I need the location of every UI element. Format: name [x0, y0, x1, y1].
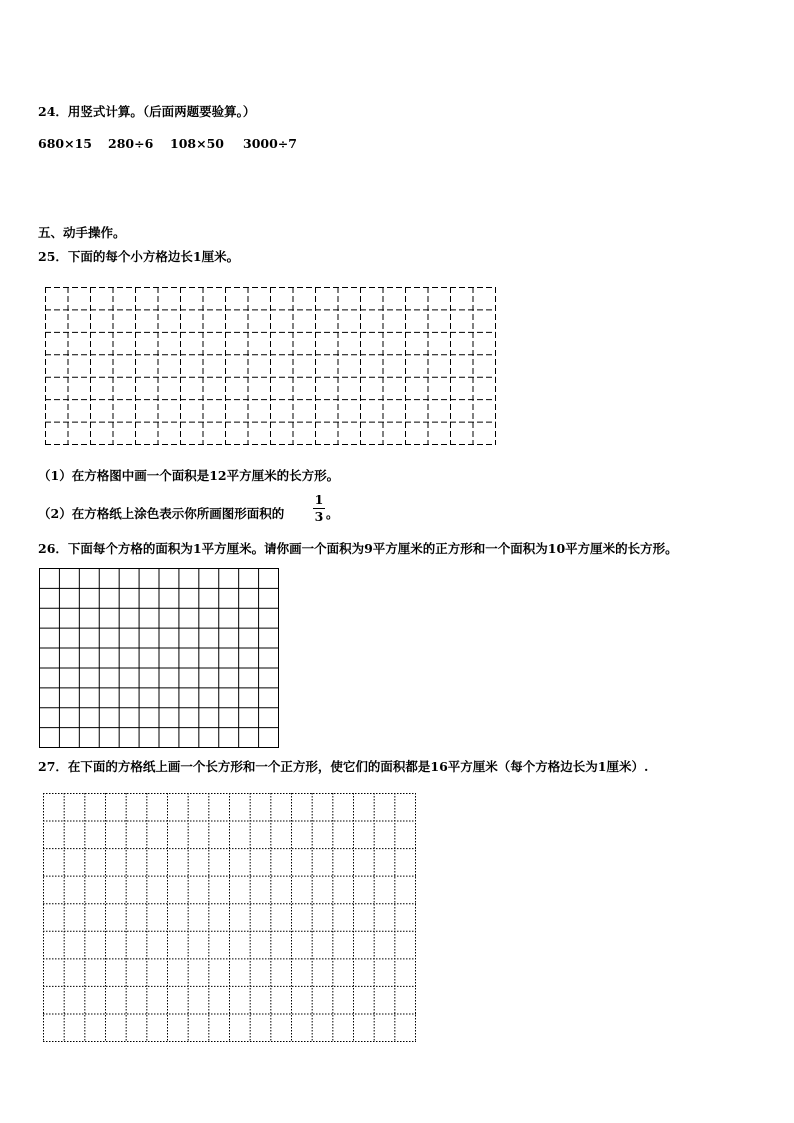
q24-expression-2: 280÷6: [108, 136, 154, 151]
q24-title: 24．用竖式计算。（后面两题要验算。）: [38, 104, 256, 119]
q25-title: 25．下面的每个小方格边长1厘米。: [38, 249, 240, 264]
q25-fraction: [313, 493, 325, 524]
fraction-denominator: 3: [314, 509, 324, 524]
q25-part1: （1）在方格图中画一个面积是12平方厘米的长方形。: [38, 468, 340, 483]
q26-title: 26．下面每个方格的面积为1平方厘米。请你画一个面积为9平方厘米的正方形和一个面积为10平方厘米的长方形。: [38, 541, 678, 556]
q27-grid[interactable]: [43, 793, 416, 1042]
q24-expression-3: 108×50: [170, 136, 224, 151]
q24-expression-4: 3000÷7: [243, 136, 297, 151]
q27-title: 27．在下面的方格纸上画一个长方形和一个正方形，使它们的面积都是16平方厘米（每个方格边长为1厘米）.: [38, 759, 649, 774]
q25-part2: [38, 506, 284, 522]
q24-expression-1: 680×15: [38, 136, 92, 151]
q25-part2-text: （2）在方格纸上涂色表示你所画图形面积的: [38, 506, 285, 521]
q26-grid[interactable]: [39, 568, 279, 748]
section-5-title: 五、动手操作。: [38, 225, 126, 240]
q25-part2-end: 。: [326, 506, 339, 521]
fraction-numerator: 1: [314, 492, 324, 507]
q25-grid[interactable]: [45, 287, 496, 445]
